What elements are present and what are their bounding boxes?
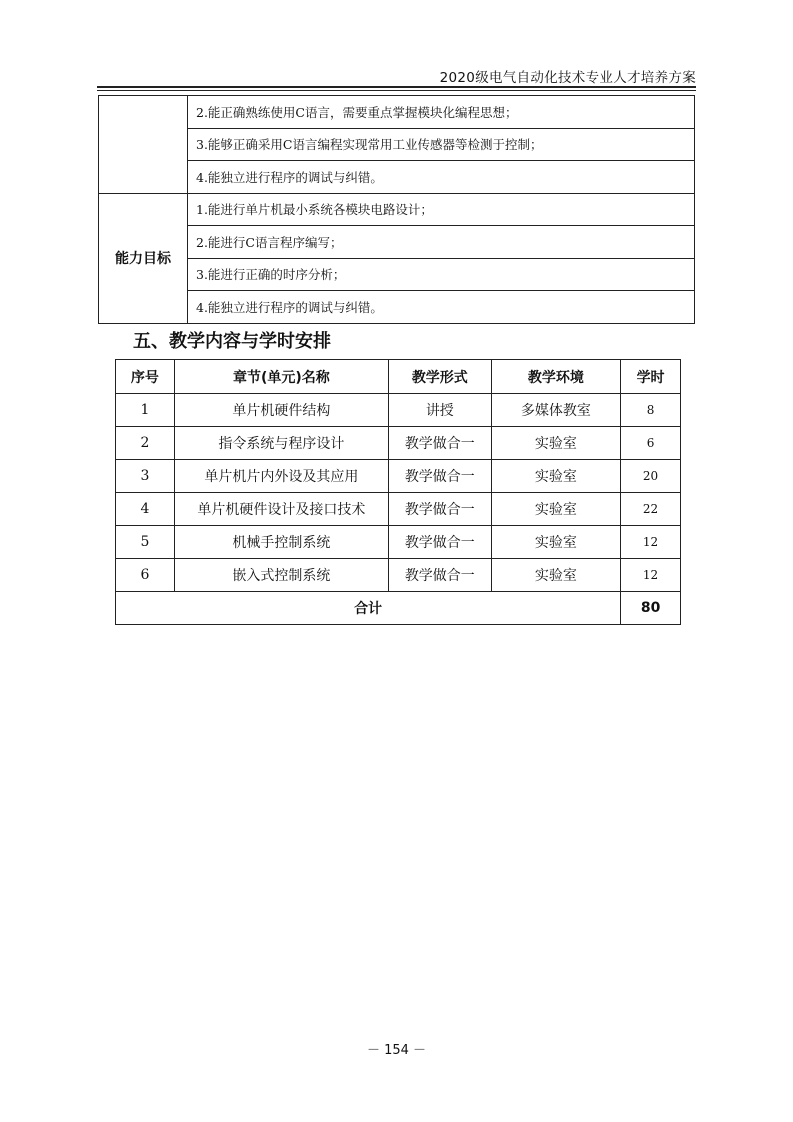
table-row <box>99 96 695 129</box>
cell-hours: 6 <box>621 427 681 460</box>
ability-goal-label: 能力目标 <box>99 193 188 323</box>
cell-environment: 实验室 <box>491 460 621 493</box>
cell-form: 教学做合一 <box>389 559 492 592</box>
col-header-form: 教学形式 <box>389 360 492 394</box>
cell-chapter: 单片机片内外设及其应用 <box>174 460 388 493</box>
cell-form: 教学做合一 <box>389 460 492 493</box>
cell-form: 教学做合一 <box>389 526 492 559</box>
ability-goal-item: 2.能进行C语言程序编写； <box>188 226 695 259</box>
cell-chapter: 单片机硬件设计及接口技术 <box>174 493 388 526</box>
col-header-chapter: 章节(单元)名称 <box>174 360 388 394</box>
cell-form: 教学做合一 <box>389 493 492 526</box>
table-total-row <box>116 592 681 625</box>
cell-chapter: 嵌入式控制系统 <box>174 559 388 592</box>
schedule-table <box>115 359 681 625</box>
table-row <box>116 394 681 427</box>
header-title: 2020级电气自动化技术专业人才培养方案 <box>439 70 696 86</box>
table-row <box>99 193 695 226</box>
goal-category-blank <box>99 96 188 194</box>
ability-goal-item: 1.能进行单片机最小系统各模块电路设计； <box>188 193 695 226</box>
cell-no: 1 <box>116 394 175 427</box>
cell-environment: 实验室 <box>491 526 621 559</box>
ability-goal-item: 3.能进行正确的时序分析； <box>188 258 695 291</box>
cell-hours: 22 <box>621 493 681 526</box>
page-number: － 154 － <box>366 1043 427 1058</box>
cell-no: 6 <box>116 559 175 592</box>
section-title: 五、教学内容与学时安排 <box>133 331 331 352</box>
cell-chapter: 指令系统与程序设计 <box>174 427 388 460</box>
goal-item: 4.能独立进行程序的调试与纠错。 <box>188 161 695 194</box>
cell-no: 3 <box>116 460 175 493</box>
col-header-environment: 教学环境 <box>491 360 621 394</box>
cell-form: 教学做合一 <box>389 427 492 460</box>
ability-goal-item: 4.能独立进行程序的调试与纠错。 <box>188 291 695 324</box>
table-row <box>116 427 681 460</box>
header-rule <box>97 86 696 88</box>
cell-hours: 20 <box>621 460 681 493</box>
cell-environment: 多媒体教室 <box>491 394 621 427</box>
header-rule-thin <box>97 90 696 91</box>
cell-environment: 实验室 <box>491 493 621 526</box>
cell-hours: 12 <box>621 526 681 559</box>
cell-environment: 实验室 <box>491 427 621 460</box>
cell-chapter: 机械手控制系统 <box>174 526 388 559</box>
goal-item: 2.能正确熟练使用C语言，需要重点掌握模块化编程思想； <box>188 96 695 129</box>
cell-hours: 12 <box>621 559 681 592</box>
table-row <box>99 128 695 161</box>
table-row <box>99 258 695 291</box>
table-row <box>99 226 695 259</box>
cell-no: 2 <box>116 427 175 460</box>
cell-hours: 8 <box>621 394 681 427</box>
cell-no: 5 <box>116 526 175 559</box>
goal-item: 3.能够正确采用C语言编程实现常用工业传感器等检测于控制； <box>188 128 695 161</box>
total-hours: 80 <box>621 592 681 625</box>
table-row <box>116 460 681 493</box>
goals-table <box>98 95 695 324</box>
cell-form: 讲授 <box>389 394 492 427</box>
total-label: 合计 <box>116 592 621 625</box>
cell-environment: 实验室 <box>491 559 621 592</box>
col-header-hours: 学时 <box>621 360 681 394</box>
table-row <box>116 559 681 592</box>
col-header-no: 序号 <box>116 360 175 394</box>
table-row <box>99 291 695 324</box>
table-header-row <box>116 360 681 394</box>
table-row <box>99 161 695 194</box>
cell-chapter: 单片机硬件结构 <box>174 394 388 427</box>
table-row <box>116 493 681 526</box>
cell-no: 4 <box>116 493 175 526</box>
table-row <box>116 526 681 559</box>
